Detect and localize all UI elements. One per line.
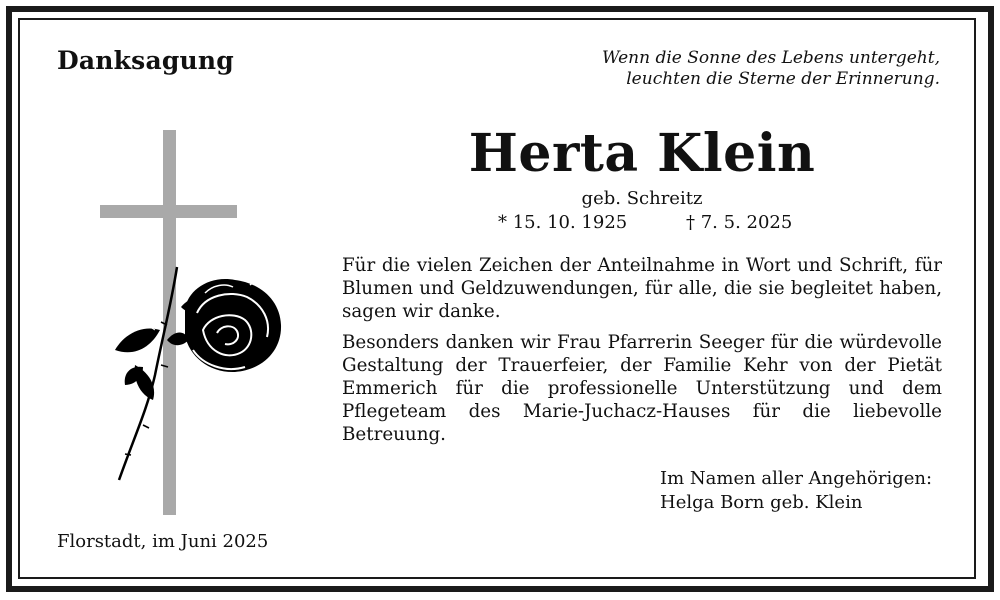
maiden-name: geb. Schreitz bbox=[581, 188, 703, 209]
thanks-paragraph: Besonders danken wir Frau Pfarrerin Seeger für die würdevolle Gestaltung der Trauerfeier, der Familie Kehr von der Pietät Emmerich für die professionelle Unterstützung und dem Pflegeteam des Marie-Juchacz-Hauses für die liebevolle Betreuung. bbox=[342, 332, 942, 445]
notice-heading: Danksagung bbox=[57, 46, 234, 75]
death-date: † 7. 5. 2025 bbox=[686, 212, 793, 233]
signature-name: Helga Born geb. Klein bbox=[660, 492, 863, 513]
motto-line: Wenn die Sonne des Lebens untergeht, bbox=[602, 48, 940, 68]
cross-with-rose bbox=[85, 125, 295, 520]
place-date: Florstadt, im Juni 2025 bbox=[57, 531, 269, 552]
deceased-name: Herta Klein bbox=[468, 123, 816, 184]
motto-quote bbox=[520, 48, 940, 90]
signature-line: Im Namen aller Angehörigen: bbox=[660, 468, 933, 489]
rose-icon bbox=[115, 267, 281, 480]
birth-date: * 15. 10. 1925 bbox=[498, 212, 628, 233]
motto-line: leuchten die Sterne der Erinnerung. bbox=[626, 69, 940, 89]
thanks-paragraph: Für die vielen Zeichen der Anteilnahme in Wort und Schrift, für Blumen und Geldzuwendungen, für alle, die sie begleitet haben, sagen wir danke. bbox=[342, 255, 942, 322]
